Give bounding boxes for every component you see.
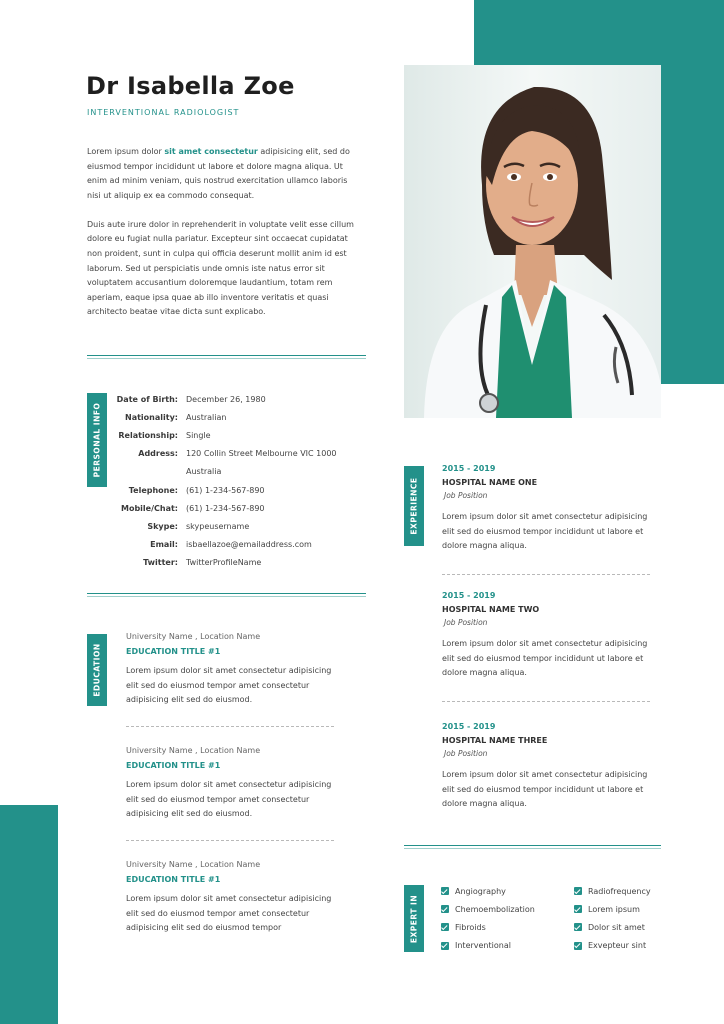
experience-hospital: HOSPITAL NAME THREE [442, 736, 548, 745]
info-row: Date of Birth: December 26, 1980 [116, 394, 266, 404]
info-row: Telephone: (61) 1-234-567-890 [128, 485, 265, 495]
checkbox-checked-icon [574, 942, 582, 950]
experience-item [442, 591, 657, 681]
experience-years: 2015 - 2019 [442, 591, 496, 600]
experience-position: Job Position [444, 618, 488, 627]
checkbox-checked-icon [441, 942, 449, 950]
expertise-item: Exvepteur sint [574, 937, 651, 955]
expertise-item: Angiography [441, 882, 535, 900]
section-tab-expert-in: EXPERT IN [404, 885, 424, 952]
item-separator [442, 701, 650, 702]
education-school: University Name , Location Name [126, 860, 261, 869]
section-divider [404, 845, 661, 849]
personal-info-list [110, 390, 337, 572]
education-school: University Name , Location Name [126, 632, 261, 641]
checkbox-checked-icon [574, 905, 582, 913]
intro-highlight: sit amet consectetur [164, 147, 258, 156]
education-item [126, 860, 341, 936]
expertise-item: Lorem ipsum [574, 900, 651, 918]
info-row: Email: isbaellazoe@emailaddress.com [150, 540, 312, 550]
info-row: Address: 120 Collin Street Melbourne VIC 1000 [138, 449, 337, 459]
education-degree: EDUCATION TITLE #1 [126, 875, 221, 884]
education-school: University Name , Location Name [126, 746, 261, 755]
checkbox-checked-icon [441, 905, 449, 913]
page-title: Dr Isabella Zoe [86, 72, 295, 100]
experience-description: Lorem ipsum dolor sit amet consectetur adipisicing elit sed do eiusmod tempor incididunt ut labore et dolore magna aliqua. [442, 512, 648, 551]
education-description: Lorem ipsum dolor sit amet consectetur adipisicing elit sed do eiusmod tempor amet consectetur adipisicing elit sed do eiusmod. [126, 780, 332, 819]
education-item [126, 746, 341, 822]
intro-paragraph-2: Duis aute irure dolor in reprehenderit in voluptate velit esse cillum dolore eu fugiat nulla pariatur. Excepteur sint occaecat cupidatat non proident, sunt in culpa qui officia deserunt mollit anim id est laborum. Sed ut perspiciatis unde omnis iste natus error sit voluptatem accusantium doloremque laudantium, totam rem aperiam, eaque ipsa quae ab illo inventore veritatis et quasi architecto beatae vitae dicta sunt explicabo. [87, 219, 354, 317]
experience-hospital: HOSPITAL NAME ONE [442, 478, 538, 487]
education-degree: EDUCATION TITLE #1 [126, 761, 221, 770]
education-description: Lorem ipsum dolor sit amet consectetur adipisicing elit sed do eiusmod tempor amet consectetur adipisicing elit sed do eiusmod. [126, 666, 332, 705]
section-tab-education: EDUCATION [87, 634, 107, 706]
checkbox-checked-icon [441, 923, 449, 931]
section-divider [87, 593, 366, 597]
checkbox-checked-icon [574, 887, 582, 895]
education-item [126, 632, 341, 708]
expertise-item: Chemoembolization [441, 900, 535, 918]
section-tab-personal-info: PERSONAL INFO [87, 393, 107, 487]
info-row: Nationality: Australian [125, 412, 227, 422]
checkbox-checked-icon [441, 887, 449, 895]
expertise-item: Interventional [441, 937, 535, 955]
expertise-item: Fibroids [441, 918, 535, 936]
item-separator [442, 574, 650, 575]
experience-description: Lorem ipsum dolor sit amet consectetur adipisicing elit sed do eiusmod tempor incididunt ut labore et dolore magna aliqua. [442, 770, 648, 809]
experience-years: 2015 - 2019 [442, 722, 496, 731]
experience-item [442, 722, 657, 812]
experience-position: Job Position [444, 491, 488, 500]
info-row: Relationship: Single [118, 430, 211, 440]
expertise-column-1 [441, 882, 535, 955]
job-title: INTERVENTIONAL RADIOLOGIST [87, 108, 240, 117]
info-row: Twitter: TwitterProfileName [143, 558, 262, 568]
expertise-item: Dolor sit amet [574, 918, 651, 936]
experience-description: Lorem ipsum dolor sit amet consectetur adipisicing elit sed do eiusmod tempor incididunt ut labore et dolore magna aliqua. [442, 639, 648, 678]
intro-text [87, 145, 357, 335]
info-row: Skype: skypeusername [147, 521, 250, 531]
experience-hospital: HOSPITAL NAME TWO [442, 605, 540, 614]
experience-position: Job Position [444, 749, 488, 758]
info-row: Mobile/Chat: (61) 1-234-567-890 [120, 503, 265, 513]
profile-photo [404, 65, 661, 418]
education-degree: EDUCATION TITLE #1 [126, 647, 221, 656]
experience-years: 2015 - 2019 [442, 464, 496, 473]
section-divider [87, 355, 366, 359]
expertise-item: Radiofrequency [574, 882, 651, 900]
item-separator [126, 840, 334, 841]
section-tab-experience: EXPERIENCE [404, 466, 424, 546]
experience-item [442, 464, 657, 554]
checkbox-checked-icon [574, 923, 582, 931]
intro-paragraph-1: Lorem ipsum dolor sit amet consectetur adipisicing elit, sed do eiusmod tempor incididunt ut labore et dolore magna aliqua. Ut enim ad minim veniam, quis nostrud exercitation ullamco laboris nisi ut aliquip ex ea commodo consequat. [87, 147, 350, 200]
decorative-teal-block-bottom [0, 805, 58, 1024]
info-row: Australia [186, 467, 222, 477]
item-separator [126, 726, 334, 727]
education-description: Lorem ipsum dolor sit amet consectetur adipisicing elit sed do eiusmod tempor amet consectetur adipisicing elit sed do eiusmod tempor [126, 894, 332, 933]
expertise-column-2 [574, 882, 651, 955]
